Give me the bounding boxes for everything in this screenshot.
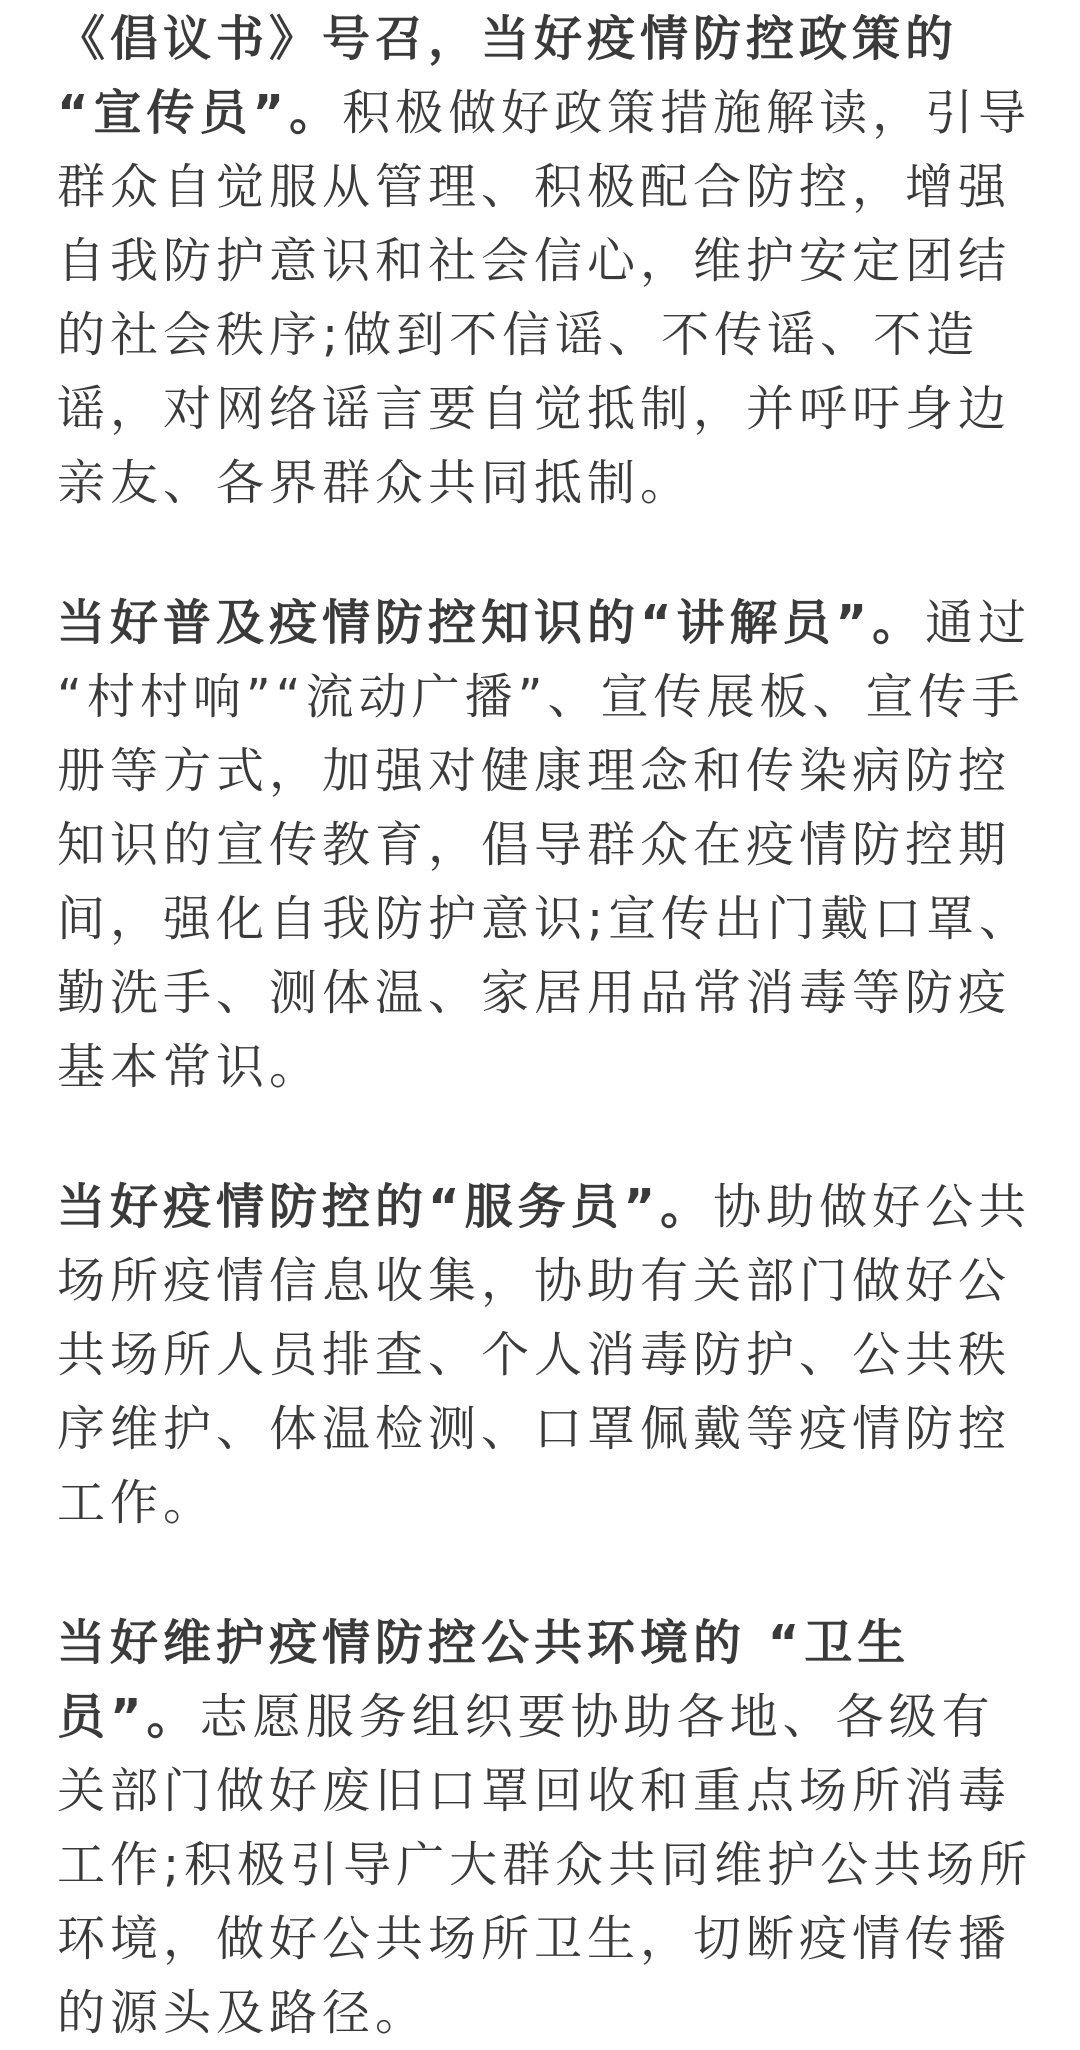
body-text: 间，强化自我防护意识;宣传出门戴口罩、 [57,891,1033,947]
paragraph-server-role [57,1170,1032,1540]
text-line [57,808,1023,882]
body-text: 志愿服务组织要协助各地、各级有 [199,1689,995,1745]
text-line [57,1318,1023,1392]
text-line [57,2,1023,76]
body-text: 关部门做好废旧口罩回收和重点场所消毒 [57,1763,1012,1819]
lead-bold-text: “宣传员”。 [57,85,343,141]
body-text: 序维护、体温检测、口罩佩戴等疫情防控 [57,1401,1012,1457]
body-text: 册等方式，加强对健康理念和传染病防控 [57,743,1012,799]
body-text: 的社会秩序;做到不信谣、不传谣、不造 [57,307,980,363]
text-line [57,150,1023,224]
text-line [57,1680,1023,1754]
text-line [57,76,1032,150]
text-line [57,224,1023,298]
lead-bold-text: 当好疫情防控的“服务员”。 [57,1179,714,1235]
body-text: 环境，做好公共场所卫生，切断疫情传播 [57,1911,1012,1967]
text-line [57,1606,1023,1680]
body-text: 自我防护意识和社会信心，维护安定团结 [57,233,1012,289]
text-line [57,1392,1023,1466]
body-text: 亲友、各界群众共同抵制。 [57,455,694,511]
body-text: 场所疫情信息收集，协助有关部门做好公 [57,1253,1012,1309]
text-line [57,1754,1023,1828]
text-line [57,372,1023,446]
text-line [57,1030,1023,1104]
body-text: 基本常识。 [57,1039,323,1095]
text-line [57,1902,1023,1976]
body-text: 协助做好公共 [713,1179,1032,1235]
lead-bold-text: 当好维护疫情防控公共环境的 “卫生 [57,1615,911,1671]
text-line [57,446,1023,520]
text-line [57,1170,1032,1244]
text-line [57,660,1023,734]
body-text: 谣，对网络谣言要自觉抵制，并呼吁身边 [57,381,1012,437]
paragraph-propaganda-role [57,2,1032,520]
text-line [57,1976,1023,2050]
body-text: 勤洗手、测体温、家居用品常消毒等防疫 [57,965,1012,1021]
body-text: 工作;积极引导广大群众共同维护公共场所 [57,1837,1033,1893]
text-line [57,586,1032,660]
body-text: 共场所人员排查、个人消毒防护、公共秩 [57,1327,1012,1383]
body-text: 工作。 [57,1475,217,1531]
lead-bold-text: 员”。 [57,1689,200,1745]
paragraph-instructor-role [57,586,1033,1104]
text-line [57,1828,1033,1902]
text-line [57,1466,1023,1540]
text-line [57,1244,1023,1318]
paragraph-sanitation-role [57,1606,1033,2050]
body-text: 群众自觉服从管理、积极配合防控，增强 [57,159,1012,215]
lead-bold-text: 《倡议书》号召，当好疫情防控政策的 [57,11,959,67]
text-line [57,734,1023,808]
body-text: 通过 [925,595,1032,651]
lead-bold-text: 当好普及疫情防控知识的“讲解员”。 [57,595,926,651]
body-text: 积极做好政策措施解读，引导 [342,85,1032,141]
text-line [57,882,1033,956]
text-line [57,956,1023,1030]
text-line [57,298,1023,372]
body-text: 的源头及路径。 [57,1985,429,2041]
body-text: “村村响”“流动广播”、宣传展板、宣传手 [57,669,1025,725]
body-text: 知识的宣传教育，倡导群众在疫情防控期 [57,817,1012,873]
